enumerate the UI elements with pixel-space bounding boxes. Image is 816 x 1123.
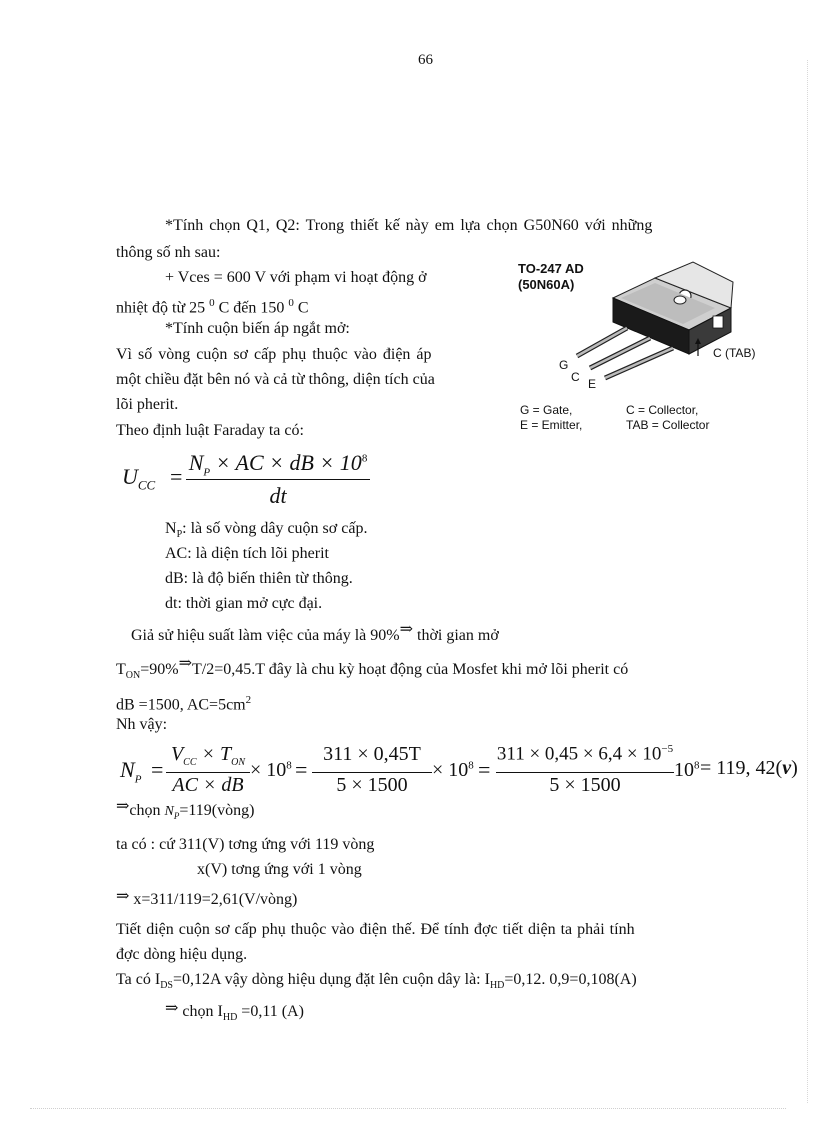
frac-3-num-exp: −5 <box>661 743 674 755</box>
np-frac-1-bar <box>166 772 250 773</box>
np-frac-2-den: 5 × 1500 <box>336 774 408 796</box>
np-frac-2-num: 311 × 0,45T <box>323 743 421 765</box>
ihd-subscript: HD <box>489 980 505 992</box>
db-ac-values: dB =1500, AC=5cm <box>116 696 246 714</box>
vcc-symbol: V <box>170 743 184 765</box>
temp-end: C <box>293 299 309 317</box>
np-symbol: N <box>188 450 204 475</box>
efficiency-line-4: Nh vậy: <box>116 716 168 733</box>
pin-label-g: G <box>559 358 569 372</box>
legend-collector: C = Collector, <box>626 403 699 417</box>
choose-ihd-subscript: HD <box>222 1012 238 1024</box>
intro-line-6: Vì số vòng cuộn sơ cấp phụ thuộc vào điện áp <box>116 346 432 363</box>
implies-arrow-5: ⇒ <box>165 1000 179 1017</box>
faraday-equals: = <box>170 464 183 489</box>
ratio-result: x=311/119=2,61(V/vòng) <box>129 891 298 908</box>
mult-1-exp: 8 <box>286 759 292 772</box>
ton-subscript: ON <box>125 670 141 682</box>
def-np-subscript: P <box>176 529 183 541</box>
section-line-3 <box>116 970 637 996</box>
intro-line-8: lõi pherit. <box>116 396 179 413</box>
def-np <box>165 519 367 545</box>
choose-np <box>116 798 255 826</box>
implies-arrow-2: ⇒ <box>178 655 192 672</box>
section-line-4 <box>165 1002 304 1028</box>
numerator-rest: × AC × dB × 10 <box>210 450 362 475</box>
np-mult-2 <box>432 759 474 782</box>
ids-subscript: DS <box>160 980 173 992</box>
choose-np-symbol: N <box>164 804 174 819</box>
cm2-exponent: 2 <box>245 694 252 706</box>
implies-arrow-3: ⇒ <box>116 798 130 815</box>
temp-to: C đến 150 <box>214 299 289 317</box>
np-frac-3 <box>496 741 674 801</box>
intro-line-2: thông số nh sau: <box>116 244 221 261</box>
faraday-denominator: dt <box>269 483 287 508</box>
faraday-lhs <box>122 464 155 493</box>
mult-2-exp: 8 <box>468 759 474 772</box>
intro-line-1: *Tính chọn Q1, Q2: Trong thiết kế này em lựa chọn G50N60 với những <box>165 217 653 234</box>
choose-np-value: =119(vòng) <box>179 802 255 819</box>
package-part: (50N60A) <box>518 277 575 292</box>
np-frac-3-bar <box>496 772 674 773</box>
pin-label-c: C <box>571 370 580 384</box>
np-frac-1-den: AC × dB <box>172 774 244 796</box>
np-calc-eq-3: = <box>478 757 491 782</box>
mult-3-exp: 8 <box>694 759 700 772</box>
intro-line-5: *Tính cuộn biến áp ngắt mở: <box>165 320 350 337</box>
intro-line-7: một chiều đặt bên nó và cả từ thông, diện tích của <box>116 371 435 388</box>
intro-line-9: Theo định luật Faraday ta có: <box>116 422 304 439</box>
legend-tab: TAB = Collector <box>626 418 710 432</box>
times-t: × T <box>196 743 232 765</box>
def-dt: dt: thời gian mở cực đại. <box>165 595 323 612</box>
def-db: dB: là độ biến thiên từ thông. <box>165 570 353 587</box>
right-dotted-rule <box>807 60 808 1103</box>
implies-arrow-4: ⇒ <box>116 888 130 905</box>
result-unit: v <box>782 757 792 779</box>
intro-line-3: + Vces = 600 V với phạm vi hoạt động ở <box>165 269 427 286</box>
np-frac-2 <box>312 741 432 801</box>
np-frac-1 <box>166 741 250 801</box>
np-mult-3 <box>674 759 700 782</box>
section-line-1: Tiết diện cuộn sơ cấp phụ thuộc vào điện thế. Để tính đợc tiết diện ta phải tính <box>116 921 635 938</box>
degree-2: 0 <box>288 297 294 309</box>
ton-percent: =90% <box>140 661 179 678</box>
ucc-symbol: U <box>122 464 138 489</box>
mult-1-text: × 10 <box>250 759 287 781</box>
degree-1: 0 <box>209 297 215 309</box>
page-number: 66 <box>418 52 433 68</box>
vcc-subscript: CC <box>183 757 197 768</box>
ratio-line-2: x(V) tơng ứng với 1 vòng <box>197 861 362 878</box>
to247-figure <box>515 258 765 438</box>
faraday-numerator <box>186 450 370 478</box>
ucc-subscript: CC <box>137 477 156 493</box>
frac-3-num-text: 311 × 0,45 × 6,4 × 10 <box>496 743 662 765</box>
legend-gate: G = Gate, <box>520 403 573 417</box>
np-frac-3-den: 5 × 1500 <box>549 774 621 796</box>
ton-symbol: T <box>116 661 126 678</box>
np-result <box>700 757 798 780</box>
np-calc-lhs <box>120 757 141 785</box>
np-frac-3-num <box>496 743 674 765</box>
choose-ihd-value: =0,11 (A) <box>237 1003 304 1020</box>
transistor-package-image <box>515 258 765 398</box>
choose-np-label: chọn <box>129 802 165 819</box>
ihd-text: =0,12A vậy dòng hiệu dụng đặt lên cuộn dây là: I <box>172 971 490 988</box>
np-frac-1-num <box>166 743 250 768</box>
choose-ihd-label: chọn I <box>178 1003 223 1020</box>
def-np-text: : là số vòng dây cuộn sơ cấp. <box>182 520 368 537</box>
efficiency-text-a: Giả sử hiệu suất làm việc của máy là 90% <box>131 627 400 644</box>
efficiency-line-3 <box>116 690 251 715</box>
temp-from: nhiệt độ từ 25 <box>116 299 210 317</box>
np2-subscript: P <box>134 773 142 786</box>
mult-3-text: 10 <box>674 759 694 781</box>
pin-label-e: E <box>588 377 597 391</box>
numerator-exponent: 8 <box>361 452 368 465</box>
choose-np-subscript: P <box>173 811 180 822</box>
section-line-2: đợc dòng hiệu dụng. <box>116 946 248 963</box>
def-np-symbol: N <box>165 520 177 537</box>
np2-symbol: N <box>120 757 135 782</box>
ratio-line-1: ta có : cứ 311(V) tơng ứng với 119 vòng <box>116 836 375 853</box>
efficiency-line-1 <box>131 621 499 646</box>
result-close: ) <box>791 757 798 779</box>
efficiency-line-2 <box>116 655 629 686</box>
tab-label: C (TAB) <box>713 346 756 360</box>
faraday-fraction <box>186 448 370 508</box>
implies-arrow-1: ⇒ <box>399 621 413 638</box>
mult-2-text: × 10 <box>432 759 469 781</box>
intro-line-4 <box>116 293 309 318</box>
ton2-subscript: ON <box>231 757 246 768</box>
ihd-value: =0,12. 0,9=0,108(A) <box>504 971 637 988</box>
def-ac: AC: là diện tích lõi pherit <box>165 545 329 562</box>
bottom-dotted-rule <box>30 1108 786 1109</box>
np-subscript: P <box>203 466 211 479</box>
ton-text: T/2=0,45.T đây là chu kỳ hoạt động của Mosfet khi mở lõi pherit có <box>192 661 629 678</box>
faraday-fraction-bar <box>186 479 370 480</box>
np-calc-eq-1: = <box>151 757 164 782</box>
ratio-line-3 <box>116 890 297 910</box>
np-frac-2-bar <box>312 772 432 773</box>
package-title: TO-247 AD <box>518 261 584 276</box>
np-mult-1 <box>250 759 292 782</box>
efficiency-text-b: thời gian mở <box>413 627 499 644</box>
result-value: = 119, 42( <box>700 757 783 779</box>
legend-emitter: E = Emitter, <box>520 418 583 432</box>
ids-label: Ta có I <box>116 971 161 988</box>
np-calc-eq-2: = <box>295 757 308 782</box>
